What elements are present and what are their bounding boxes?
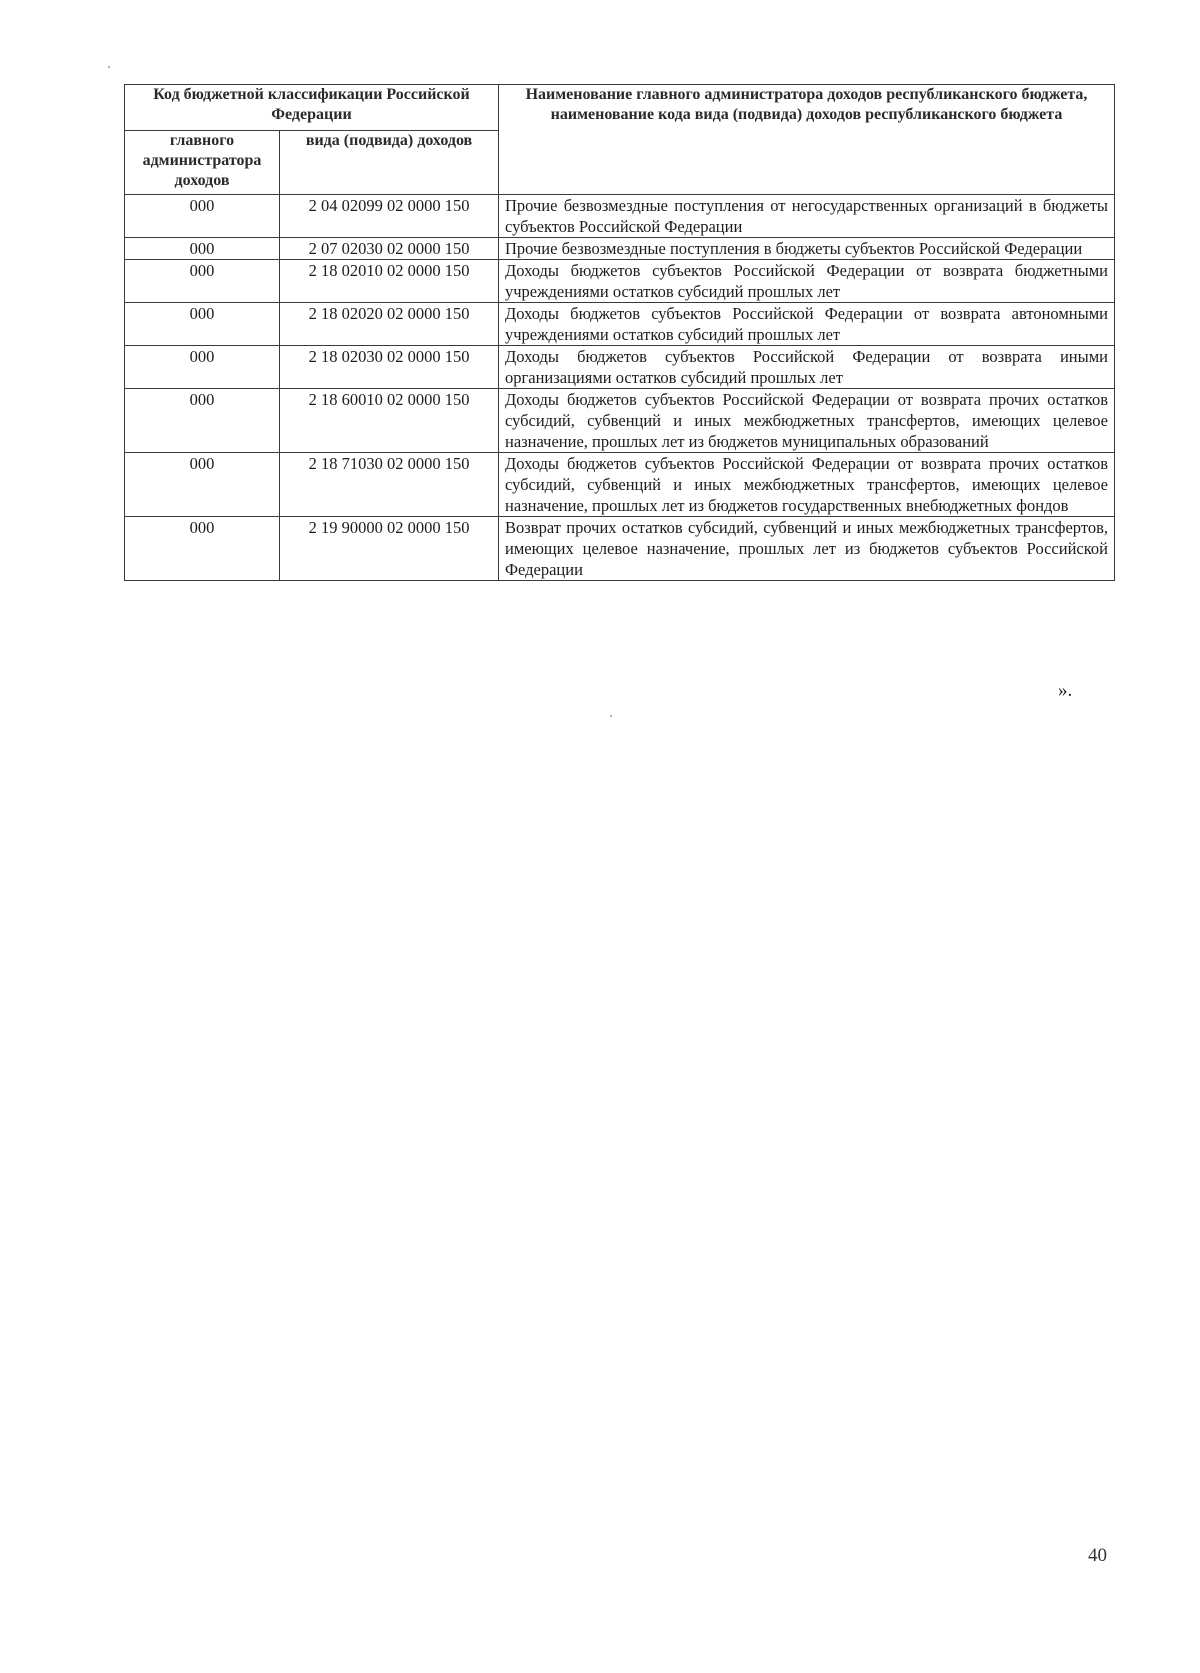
table-row (125, 195, 1115, 238)
header-income-type-code: вида (подвида) доходов (280, 131, 499, 195)
table-header (125, 85, 1115, 195)
scan-speck (610, 715, 612, 717)
cell-income-code: 2 04 02099 02 0000 150 (280, 195, 499, 238)
cell-income-name: Доходы бюджетов субъектов Российской Федерации от возврата иными организациями остатков субсидий прошлых лет (499, 346, 1115, 389)
cell-income-code: 2 18 02020 02 0000 150 (280, 303, 499, 346)
table-row (125, 389, 1115, 453)
page-number: 40 (1088, 1545, 1107, 1566)
cell-admin-code: 000 (125, 238, 280, 260)
cell-income-name: Доходы бюджетов субъектов Российской Федерации от возврата автономными учреждениями остатков субсидий прошлых лет (499, 303, 1115, 346)
cell-income-name: Возврат прочих остатков субсидий, субвенций и иных межбюджетных трансфертов, имеющих целевое назначение, прошлых лет из бюджетов субъектов Российской Федерации (499, 517, 1115, 581)
header-administrator-name: Наименование главного администратора доходов республиканского бюджета, наименование кода вида (подвида) доходов республиканского бюджета (499, 85, 1115, 195)
cell-income-name: Доходы бюджетов субъектов Российской Федерации от возврата прочих остатков субсидий, субвенций и иных межбюджетных трансфертов, имеющих целевое назначение, прошлых лет из бюджетов государственных внебюджетных фондов (499, 453, 1115, 517)
cell-admin-code: 000 (125, 453, 280, 517)
cell-income-name: Прочие безвозмездные поступления от негосударственных организаций в бюджеты субъектов Российской Федерации (499, 195, 1115, 238)
table-body (125, 195, 1115, 581)
cell-income-name: Прочие безвозмездные поступления в бюджеты субъектов Российской Федерации (499, 238, 1115, 260)
cell-income-code: 2 07 02030 02 0000 150 (280, 238, 499, 260)
cell-admin-code: 000 (125, 346, 280, 389)
table-row (125, 303, 1115, 346)
header-main-administrator: главного администратора доходов (125, 131, 280, 195)
budget-classification-table (124, 84, 1115, 581)
cell-admin-code: 000 (125, 260, 280, 303)
cell-income-code: 2 18 60010 02 0000 150 (280, 389, 499, 453)
closing-quote-mark: ». (1058, 680, 1073, 701)
table-row (125, 453, 1115, 517)
cell-admin-code: 000 (125, 389, 280, 453)
cell-income-code: 2 19 90000 02 0000 150 (280, 517, 499, 581)
cell-income-code: 2 18 02010 02 0000 150 (280, 260, 499, 303)
scan-speck (108, 66, 110, 68)
cell-income-name: Доходы бюджетов субъектов Российской Федерации от возврата прочих остатков субсидий, субвенций и иных межбюджетных трансфертов, имеющих целевое назначение, прошлых лет из бюджетов муниципальных образований (499, 389, 1115, 453)
cell-income-code: 2 18 71030 02 0000 150 (280, 453, 499, 517)
cell-admin-code: 000 (125, 517, 280, 581)
cell-income-name: Доходы бюджетов субъектов Российской Федерации от возврата бюджетными учреждениями остатков субсидий прошлых лет (499, 260, 1115, 303)
cell-income-code: 2 18 02030 02 0000 150 (280, 346, 499, 389)
table-row (125, 238, 1115, 260)
cell-admin-code: 000 (125, 195, 280, 238)
table-row (125, 346, 1115, 389)
cell-admin-code: 000 (125, 303, 280, 346)
table-row (125, 517, 1115, 581)
table-row (125, 260, 1115, 303)
header-budget-classification-code: Код бюджетной классификации Российской Федерации (125, 85, 499, 131)
